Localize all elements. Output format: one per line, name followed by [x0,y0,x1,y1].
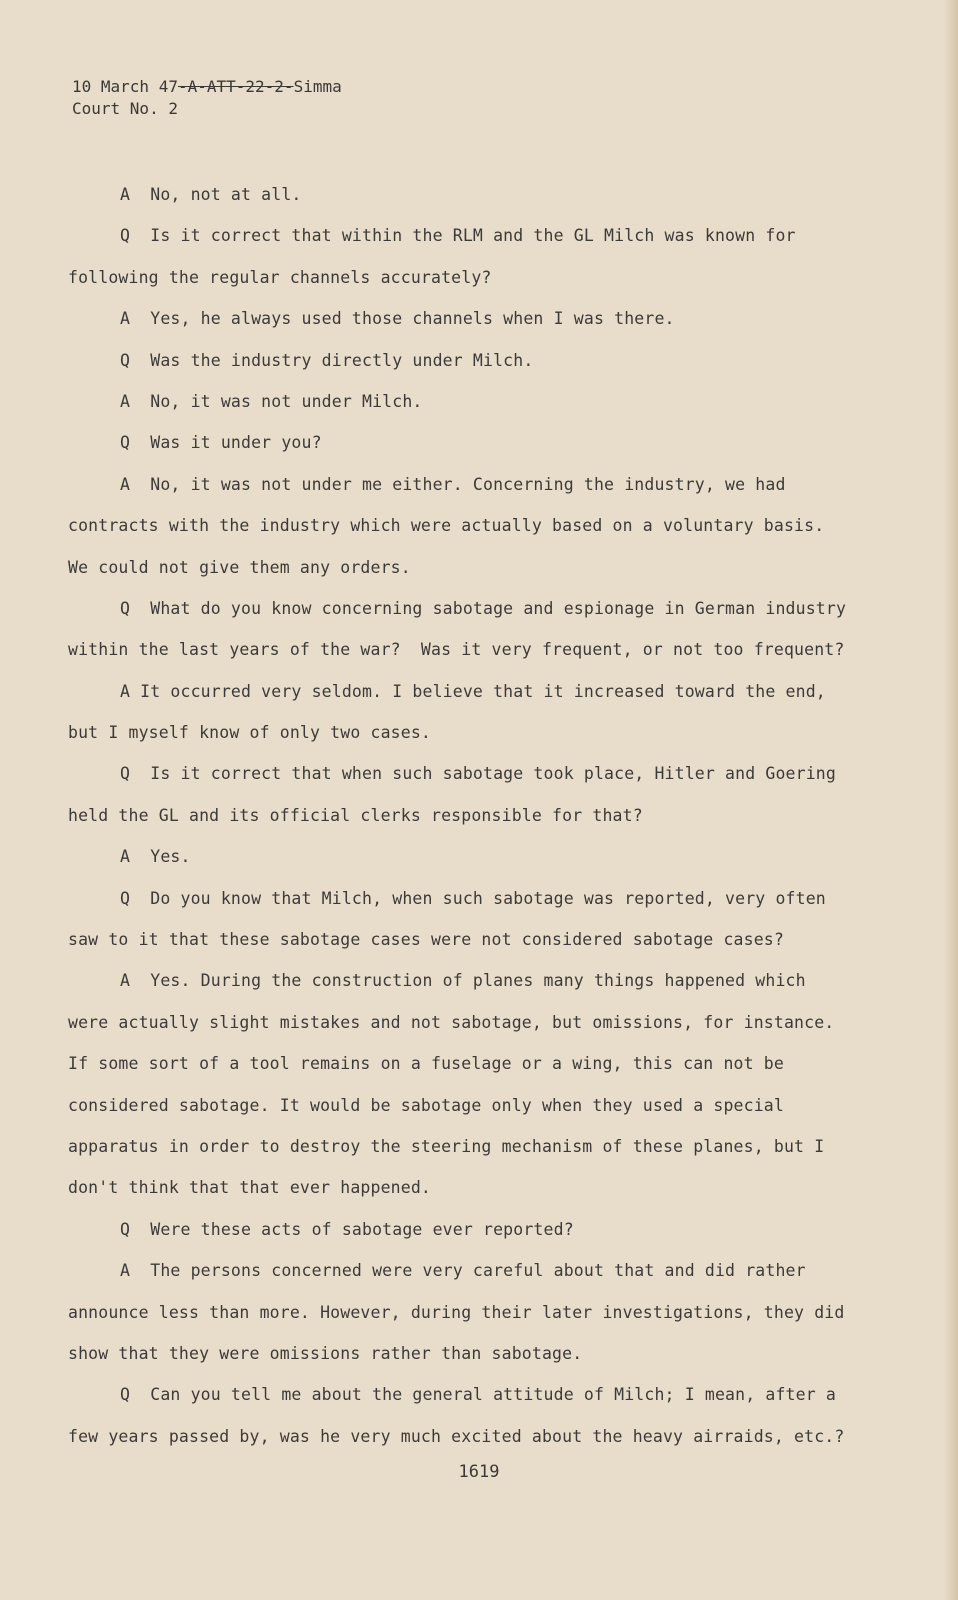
transcript-line: A No, it was not under me either. Concerning the industry, we had [120,474,786,494]
transcript-line: A It occurred very seldom. I believe that it increased toward the end, [120,681,826,701]
transcript-line: Q Were these acts of sabotage ever reported? [120,1219,574,1239]
transcript-line: few years passed by, was he very much excited about the heavy airraids, etc.? [68,1426,845,1446]
page-edge [944,0,958,1600]
transcript-line: but I myself know of only two cases. [68,723,432,743]
transcript-line: If some sort of a tool remains on a fuselage or a wing, this can not be [68,1054,784,1074]
page-number: 1619 [458,1462,500,1482]
transcript-line: held the GL and its official clerks responsible for that? [68,805,643,825]
transcript-line: We could not give them any orders. [68,557,411,577]
transcript-body [68,174,868,1457]
page-header [72,76,342,120]
transcript-line: Q Is it correct that when such sabotage took place, Hitler and Goering [120,764,836,784]
transcript-line: saw to it that these sabotage cases were not considered sabotage cases? [68,930,784,950]
transcript-line: Q Was the industry directly under Milch. [120,350,534,370]
transcript-line: Q Is it correct that within the RLM and the GL Milch was known for [120,226,796,246]
header-line-1 [72,76,342,98]
header-date: 10 March 47 [72,77,178,96]
transcript-line: A No, not at all. [120,185,302,204]
transcript-line: A The persons concerned were very careful about that and did rather [120,1261,806,1281]
transcript-line: show that they were omissions rather than sabotage. [68,1343,583,1363]
transcript-line: don't think that that ever happened. [68,1178,432,1198]
transcript-line: apparatus in order to destroy the steering mechanism of these planes, but I [68,1136,825,1156]
transcript-line: Q Can you tell me about the general attitude of Milch; I mean, after a [120,1385,836,1405]
transcript-line: Q Do you know that Milch, when such sabotage was reported, very often [120,888,826,908]
transcript-line: A Yes. [120,847,191,867]
transcript-line: Q Was it under you? [120,433,322,453]
transcript-line: following the regular channels accurately? [68,267,492,287]
header-reporter: Simma [293,77,342,96]
transcript-line: A No, it was not under Milch. [120,391,423,411]
header-court: Court No. 2 [72,99,178,118]
transcript-line: A Yes, he always used those channels when I was there. [120,309,675,329]
transcript-line: Q What do you know concerning sabotage and espionage in German industry [120,598,847,618]
transcript-line: A Yes. During the construction of planes many things happened which [120,971,806,991]
transcript-line: announce less than more. However, during their later investigations, they did [68,1302,845,1322]
header-struck-text: -A-ATT-22-2- [177,77,294,96]
transcript-line: contracts with the industry which were actually based on a voluntary basis. [68,516,825,536]
transcript-line: within the last years of the war? Was it very frequent, or not too frequent? [68,640,845,660]
transcript-line: were actually slight mistakes and not sabotage, but omissions, for instance. [68,1012,835,1032]
transcript-line: considered sabotage. It would be sabotage only when they used a special [68,1095,784,1115]
